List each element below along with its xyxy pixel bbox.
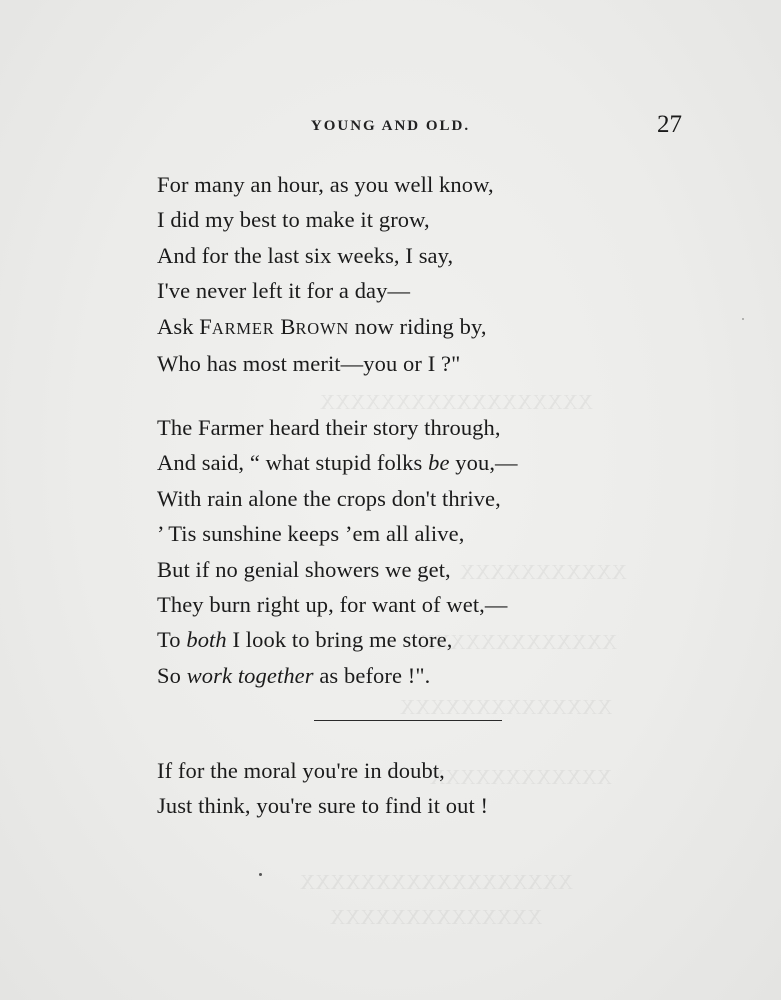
poem-line <box>157 587 518 622</box>
poem-line-segment: For many an hour, as you well know, <box>157 172 494 197</box>
ink-speck <box>259 873 262 876</box>
poem-line <box>157 658 518 693</box>
poem-line-segment: But if no genial showers we get, <box>157 556 451 582</box>
show-through-text: XXXXXXXXXXXXX <box>420 630 618 654</box>
poem-line-segment: both <box>186 627 227 653</box>
poem-line <box>157 167 494 202</box>
show-through-text: XXXXXXXXXXX <box>460 560 627 584</box>
poem-line <box>157 753 488 788</box>
page-number: 27 <box>657 111 682 138</box>
poem-line <box>157 309 494 346</box>
poem-line <box>157 516 518 551</box>
poem-line-segment: now riding by, <box>349 313 487 339</box>
stanza <box>157 410 518 693</box>
poem-line-segment: you,— <box>449 450 518 476</box>
poem-line-segment: as before !". <box>313 662 431 688</box>
poem-line-segment: ROWN <box>295 318 350 338</box>
poem-line-segment: B <box>280 313 296 339</box>
poem-line <box>157 622 518 657</box>
poem-line <box>157 788 488 823</box>
poem-line-segment: I look to bring me store, <box>226 627 453 653</box>
poem-line-segment: With rain alone the crops don't thrive, <box>157 485 501 511</box>
poem-line-segment: Who has most merit—you or I ?" <box>157 351 461 377</box>
poem-line-segment: I did my best to make it grow, <box>157 207 430 233</box>
poem-line-segment: ARMER <box>211 318 275 338</box>
poem-line-segment: Ask <box>157 313 200 339</box>
show-through-text: XXXXXXXXXXXXXXXXXX <box>300 870 573 894</box>
poem-line-segment: To <box>157 627 187 653</box>
poem-line <box>157 238 494 273</box>
poem-line-segment: So <box>157 662 187 688</box>
poem-line-segment: work together <box>186 662 314 688</box>
poem-line-segment: I've never left it for a day— <box>157 278 411 304</box>
poem-line <box>157 552 518 587</box>
poem-line-segment: And for the last six weeks, I say, <box>157 242 454 268</box>
stanza <box>157 753 488 824</box>
ink-speck <box>742 318 744 320</box>
poem-line-segment: be <box>428 450 450 476</box>
poem-line <box>157 346 494 381</box>
show-through-text: XXXXXXXXXXXXXXXXXX <box>320 390 593 414</box>
poem-line-segment: Just think, you're sure to find it out ! <box>157 793 489 819</box>
poem-line-segment: F <box>199 313 212 339</box>
section-divider <box>314 720 502 721</box>
show-through-text: XXXXXXXXXXXX <box>430 765 612 789</box>
poem-line-segment: The Farmer heard their story through, <box>157 415 501 440</box>
poem-line-segment: They burn right up, for want of wet,— <box>157 592 508 618</box>
poem-line-segment: If for the moral you're in doubt, <box>157 758 445 783</box>
stanza <box>157 167 494 381</box>
show-through-text: XXXXXXXXXXXXXX <box>330 905 543 929</box>
poem-line <box>157 202 494 237</box>
poem-line <box>157 445 518 480</box>
show-through-text: XXXXXXXXXXXXXX <box>400 695 613 719</box>
poem-line-segment: ’ Tis sunshine keeps ’em all alive, <box>157 521 465 547</box>
poem-line <box>157 273 494 308</box>
running-head: YOUNG AND OLD. <box>310 118 471 134</box>
poem-line <box>157 410 518 445</box>
poem-line-segment: And said, “ what stupid folks <box>157 450 429 476</box>
poem-line <box>157 481 518 516</box>
